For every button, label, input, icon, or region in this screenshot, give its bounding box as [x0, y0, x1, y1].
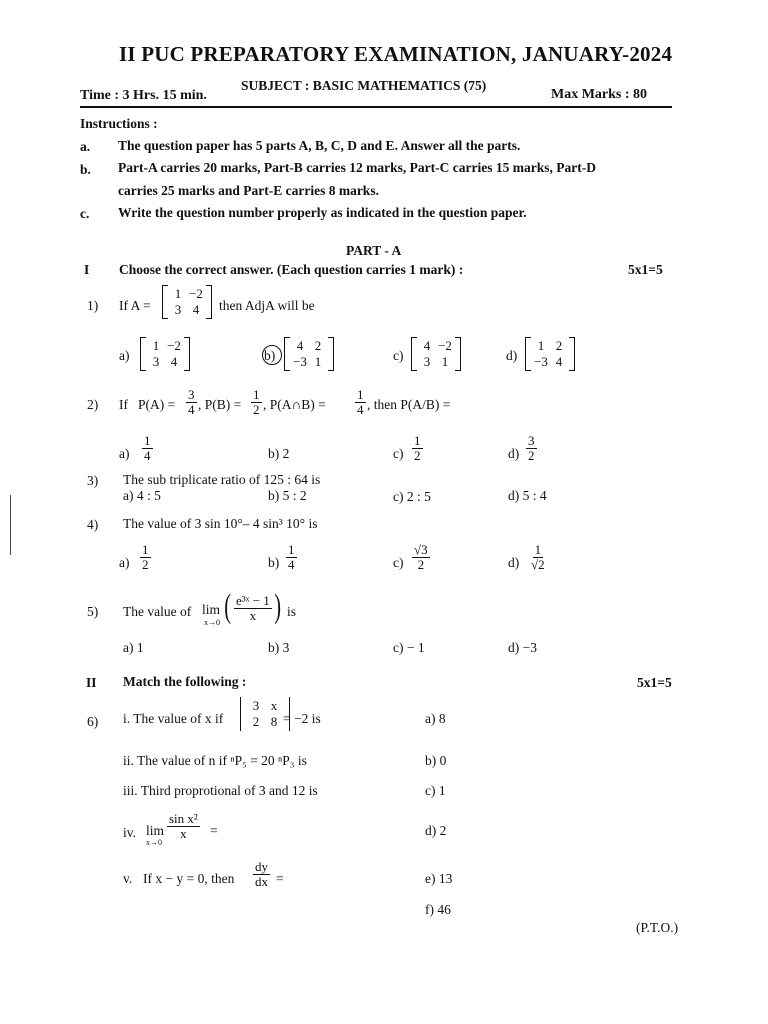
- cell: 2: [252, 714, 260, 729]
- denominator: dx: [255, 874, 268, 889]
- q6-v-label: v.: [123, 871, 133, 886]
- q1-number: 1): [87, 298, 99, 313]
- q4-option-a-label: a): [119, 555, 130, 570]
- cell: 1: [441, 354, 449, 369]
- q1-option-c-matrix: [411, 337, 461, 371]
- q6-answer-c: c) 1: [425, 783, 446, 798]
- cell: 8: [270, 714, 278, 729]
- q1-suffix: then AdjA will be: [219, 298, 315, 313]
- q5-right-paren: ): [274, 588, 282, 625]
- cell: 1: [152, 338, 160, 353]
- q2-option-b: b) 2: [268, 446, 290, 461]
- q4-option-c-fraction: [412, 543, 430, 572]
- q5-option-c: c) − 1: [393, 640, 425, 655]
- subject-line: SUBJECT : BASIC MATHEMATICS (75): [241, 78, 487, 93]
- cell: 4: [170, 354, 178, 369]
- cell: 1: [314, 354, 322, 369]
- q4-option-a-fraction: [140, 543, 151, 572]
- cell: −3: [293, 354, 307, 369]
- cell: x: [270, 698, 278, 713]
- denominator: 4: [144, 448, 151, 463]
- cell: 2: [314, 338, 322, 353]
- q4-option-d-label: d): [508, 555, 520, 570]
- instruction-b-text: Part-A carries 20 marks, Part-B carries 12 marks, Part-C carries 15 marks, Part-D: [118, 160, 596, 175]
- numerator: √3: [414, 542, 428, 557]
- section-2-instruction: Match the following :: [123, 674, 247, 689]
- denominator: 2: [417, 557, 425, 572]
- numerator: 1: [288, 542, 295, 557]
- q5-fraction: [234, 594, 272, 623]
- q2-pab-label: , P(A∩B) =: [263, 397, 326, 412]
- numerator: 1: [144, 433, 151, 448]
- instruction-c-text: Write the question number properly as indicated in the question paper.: [118, 205, 527, 220]
- q2-option-a-label: a): [119, 446, 130, 461]
- q1-option-d-label: d): [506, 348, 518, 363]
- section-2-roman: II: [86, 675, 97, 690]
- denominator: x: [180, 826, 187, 841]
- instruction-a-label: a.: [80, 139, 91, 154]
- denominator: 4: [357, 402, 364, 417]
- instruction-a-text: The question paper has 5 parts A, B, C, D and E. Answer all the parts.: [118, 138, 521, 153]
- section-1-roman: I: [84, 262, 90, 277]
- q2-option-d-label: d): [508, 446, 520, 461]
- q6-iii: iii. Third proprotional of 3 and 12 is: [123, 783, 318, 798]
- q3-text: The sub triplicate ratio of 125 : 64 is: [123, 472, 321, 487]
- q2-option-c-fraction: [412, 434, 423, 463]
- q4-text: The value of 3 sin 10°– 4 sin³ 10° is: [123, 516, 318, 531]
- numerator: 1: [414, 433, 421, 448]
- q1-option-b-matrix: [284, 337, 334, 371]
- q2-number: 2): [87, 397, 99, 412]
- q4-option-b-fraction: [286, 543, 297, 572]
- cell: 1: [537, 338, 545, 353]
- numerator: sin x²: [169, 811, 198, 826]
- numerator: 1: [534, 542, 542, 557]
- q5-number: 5): [87, 604, 99, 619]
- q4-number: 4): [87, 517, 99, 532]
- denominator: √2: [531, 557, 545, 572]
- q3-option-a: a) 4 : 5: [123, 488, 161, 503]
- numerator: dy: [255, 859, 268, 874]
- denominator: 2: [414, 448, 421, 463]
- cell: 3: [174, 302, 182, 317]
- time-line: Time : 3 Hrs. 15 min.: [80, 88, 207, 103]
- cell: 4: [296, 338, 304, 353]
- q5-lim: lim: [202, 602, 221, 617]
- denominator: 2: [142, 557, 149, 572]
- denominator: x: [249, 608, 257, 623]
- q2-pab-fraction: [355, 388, 366, 417]
- q1-option-d-matrix: [525, 337, 575, 371]
- q6-iv-fraction: [167, 812, 200, 841]
- cell: 1: [174, 286, 182, 301]
- q6-v-text: If x − y = 0, then: [143, 871, 235, 886]
- q5-tail: is: [287, 604, 297, 619]
- instruction-b-label: b.: [80, 162, 91, 177]
- q1-option-a-label: a): [119, 348, 130, 363]
- q2-pb-fraction: [251, 388, 262, 417]
- cell: 3: [423, 354, 431, 369]
- denominator: 4: [188, 402, 195, 417]
- q5-left-paren: (: [224, 588, 232, 625]
- q1-matrix-a: [162, 285, 212, 319]
- q4-option-c-label: c): [393, 555, 404, 570]
- part-a-heading: PART - A: [346, 243, 402, 258]
- q6-answer-a: a) 8: [425, 711, 446, 726]
- q4-option-d-fraction: [529, 543, 547, 572]
- q5-option-a: a) 1: [123, 640, 144, 655]
- section-2-marks: 5x1=5: [637, 675, 672, 690]
- cell: −2: [189, 286, 203, 301]
- q2-pa-fraction: [186, 388, 197, 417]
- q2-option-d-fraction: [526, 434, 537, 463]
- q3-option-c: c) 2 : 5: [393, 489, 431, 504]
- q6-answer-f: f) 46: [425, 902, 451, 917]
- q2-option-c-label: c): [393, 446, 404, 461]
- q2-pb-label: , P(B) =: [198, 397, 242, 412]
- denominator: 2: [528, 448, 535, 463]
- q4-option-b-label: b): [268, 555, 280, 570]
- q3-option-d: d) 5 : 4: [508, 488, 547, 503]
- cell: 4: [192, 302, 200, 317]
- numerator: 3: [528, 433, 535, 448]
- cell: 2: [555, 338, 563, 353]
- header-rule: [80, 106, 672, 108]
- instruction-b-text-cont: carries 25 marks and Part-E carries 8 marks.: [118, 183, 379, 198]
- cell: 4: [423, 338, 431, 353]
- q6-answer-d: d) 2: [425, 823, 447, 838]
- q1-option-c-label: c): [393, 348, 404, 363]
- instructions-heading: Instructions :: [80, 116, 158, 131]
- q5-lim-subscript: x→0: [204, 618, 220, 627]
- exam-title: II PUC PREPARATORY EXAMINATION, JANUARY-2024: [119, 42, 673, 66]
- q1-option-b-label: b): [264, 348, 276, 363]
- numerator: 1: [142, 542, 149, 557]
- denominator: 2: [253, 402, 260, 417]
- q6-iv-lim: lim: [146, 823, 165, 838]
- cell: −3: [534, 354, 548, 369]
- q6-answer-b: b) 0: [425, 753, 447, 768]
- q6-ii: ii. The value of n if ⁿP₅ = 20 ⁿP₃ is: [123, 753, 307, 768]
- q6-v-fraction: [253, 860, 270, 889]
- q6-iv-lim-subscript: x→0: [146, 838, 162, 847]
- q6-number: 6): [87, 714, 99, 729]
- q5-text: The value of: [123, 604, 192, 619]
- q6-v-equals: =: [276, 871, 284, 886]
- pto-note: (P.T.O.): [636, 920, 679, 935]
- cell: −2: [438, 338, 452, 353]
- q1-option-a-matrix: [140, 337, 190, 371]
- q1-prefix: If A =: [119, 298, 151, 313]
- numerator: 3: [188, 387, 195, 402]
- denominator: 4: [288, 557, 295, 572]
- q6-i-prefix: i. The value of x if: [123, 711, 224, 726]
- q2-option-a-fraction: [142, 434, 153, 463]
- q3-number: 3): [87, 473, 99, 488]
- q6-iv-equals: =: [210, 823, 218, 838]
- q6-iv-label: iv.: [123, 825, 136, 840]
- numerator: 1: [357, 387, 364, 402]
- scan-edge-mark: [10, 495, 11, 555]
- cell: 3: [252, 698, 260, 713]
- cell: 4: [555, 354, 563, 369]
- numerator: 1: [253, 387, 260, 402]
- q5-option-d: d) −3: [508, 640, 537, 655]
- section-1-marks: 5x1=5: [628, 262, 663, 277]
- q2-if: If: [119, 397, 128, 412]
- q5-option-b: b) 3: [268, 640, 290, 655]
- numerator: e³ˣ − 1: [236, 593, 270, 608]
- q3-option-b: b) 5 : 2: [268, 488, 307, 503]
- cell: −2: [167, 338, 181, 353]
- q2-pa-label: P(A) =: [138, 397, 176, 412]
- max-marks: Max Marks : 80: [551, 87, 648, 102]
- section-1-instruction: Choose the correct answer. (Each question carries 1 mark) :: [119, 262, 464, 277]
- cell: 3: [152, 354, 160, 369]
- q2-tail: , then P(A/B) =: [367, 397, 451, 412]
- q6-answer-e: e) 13: [425, 871, 453, 886]
- q6-i-suffix: = −2 is: [283, 711, 321, 726]
- instruction-c-label: c.: [80, 206, 90, 221]
